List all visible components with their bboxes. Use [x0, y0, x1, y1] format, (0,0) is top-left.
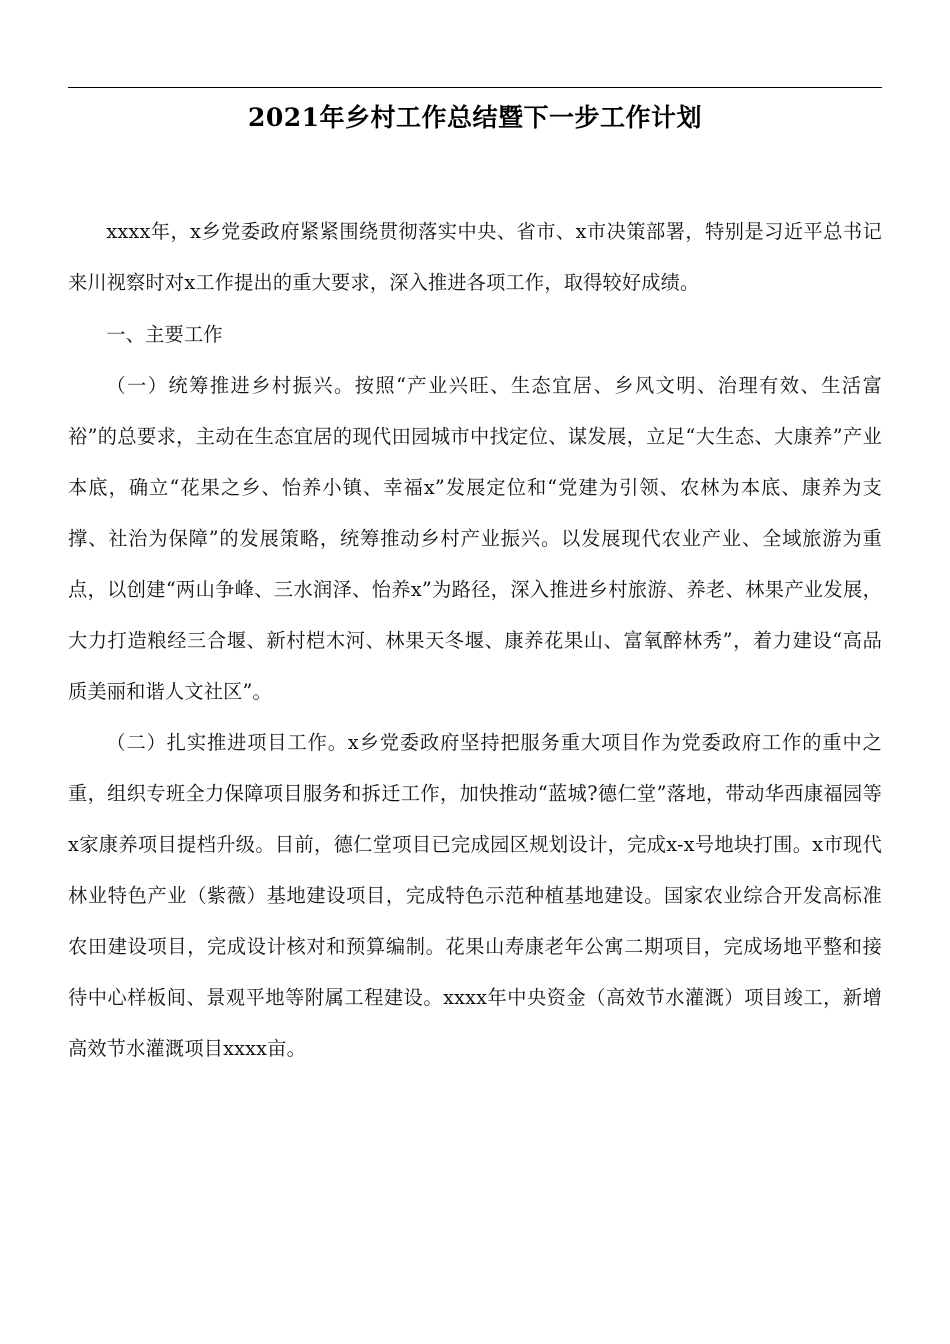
document-body: [68, 206, 882, 1074]
intro-paragraph: xxxx年，x乡党委政府紧紧围绕贯彻落实中央、省市、x市决策部署，特别是习近平总书记来川视察时对x工作提出的重大要求，深入推进各项工作，取得较好成绩。: [68, 220, 882, 294]
document-title: 2021年乡村工作总结暨下一步工作计划: [247, 103, 703, 132]
project-work-paragraph: （二）扎实推进项目工作。x乡党委政府坚持把服务重大项目作为党委政府工作的重中之重，组织专班全力保障项目服务和拆迁工作，加快推动“蓝城?德仁堂”落地，带动华西康福园等x家康养项目提档升级。目前，德仁堂项目已完成园区规划设计，完成x-x号地块打围。x市现代林业特色产业（紫薇）基地建设项目，完成特色示范种植基地建设。国家农业综合开发高标准农田建设项目，完成设计核对和预算编制。花果山寿康老年公寓二期项目，完成场地平整和接待中心样板间、景观平地等附属工程建设。xxxx年中央资金（高效节水灌溉）项目竣工，新增高效节水灌溉项目xxxx亩。: [68, 731, 882, 1060]
section-heading-main-work: 一、主要工作: [106, 323, 223, 346]
rural-revitalization-paragraph: （一）统筹推进乡村振兴。按照“产业兴旺、生态宜居、乡风文明、治理有效、生活富裕”的总要求，主动在生态宜居的现代田园城市中找定位、谋发展，立足“大生态、大康养”产业本底，确立“花果之乡、怡养小镇、幸福x”发展定位和“党建为引领、农林为本底、康养为支撑、社治为保障”的发展策略，统筹推动乡村产业振兴。以发展现代农业产业、全域旅游为重点，以创建“两山争峰、三水润泽、怡养x”为路径，深入推进乡村旅游、养老、林果产业发展，大力打造粮经三合堰、新村桤木河、林果天冬堰、康养花果山、富氧醉林秀”，着力建设“高品质美丽和谐人文社区”。: [68, 374, 882, 703]
header-rule: [68, 87, 882, 88]
